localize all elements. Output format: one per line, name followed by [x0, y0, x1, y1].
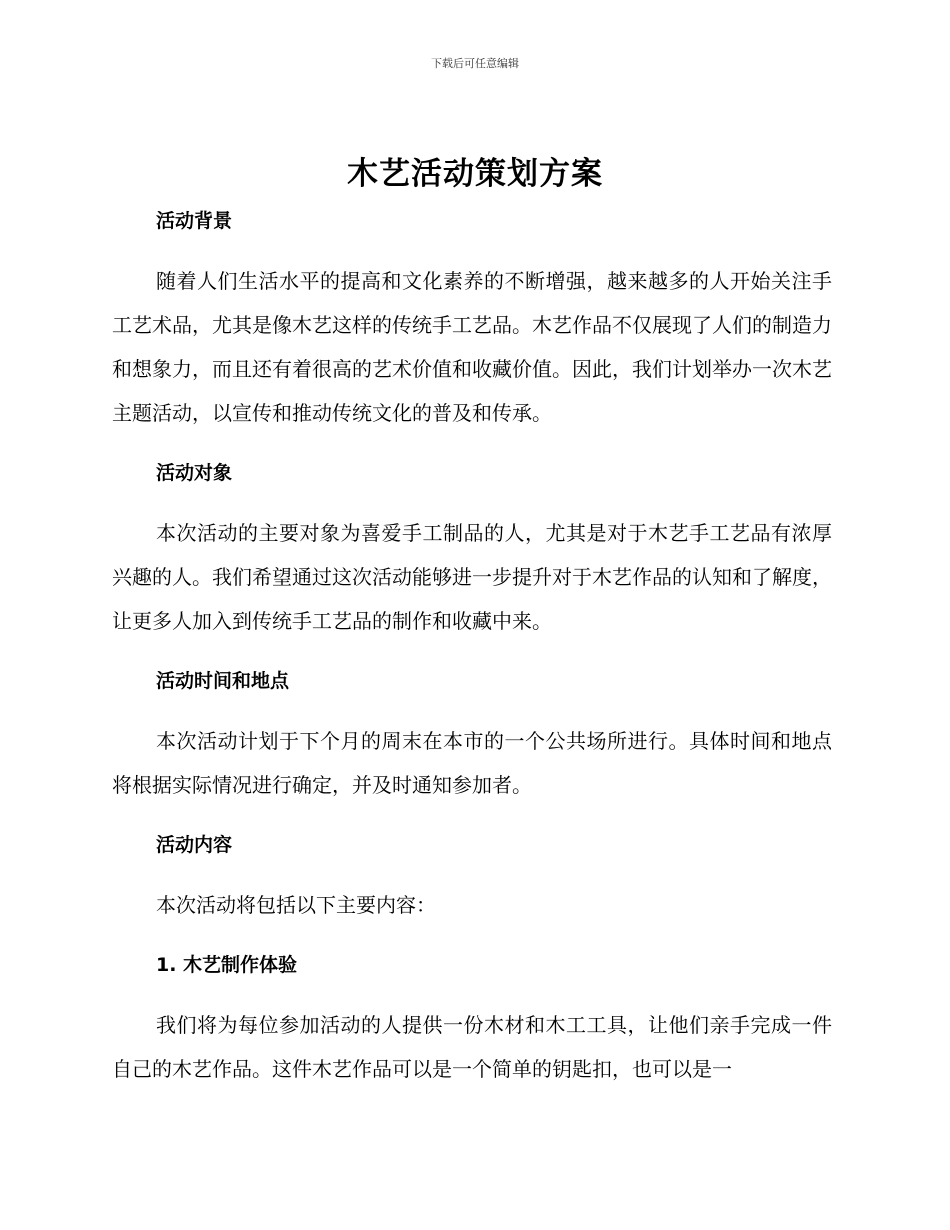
section-heading-background: 活动背景: [156, 210, 233, 232]
document-title: 木艺活动策划方案: [347, 156, 603, 192]
section-heading-woodcraft-experience: 1. 木艺制作体验: [156, 954, 298, 976]
section-paragraph-background: 随着人们生活水平的提高和文化素养的不断增强，越来越多的人开始关注手工艺术品，尤其是像木艺这样的传统手工艺品。木艺作品不仅展现了人们的制造力和想象力，而且还有着很高的艺术价值和收藏价值。因此，我们计划举办一次木艺主题活动，以宣传和推动传统文化的普及和传承。: [112, 269, 832, 425]
section-paragraph-time-place: 本次活动计划于下个月的周末在本市的一个公共场所进行。具体时间和地点将根据实际情况进行确定，并及时通知参加者。: [112, 729, 832, 797]
section-paragraph-woodcraft-experience: 我们将为每位参加活动的人提供一份木材和木工工具，让他们亲手完成一件自己的木艺作品。这件木艺作品可以是一个简单的钥匙扣，也可以是一: [112, 1013, 832, 1081]
document-body: [112, 203, 832, 1091]
header-note: 下载后可任意编辑: [431, 57, 519, 70]
section-heading-content: 活动内容: [156, 834, 233, 856]
section-heading-time-place: 活动时间和地点: [156, 670, 290, 692]
section-paragraph-content: 本次活动将包括以下主要内容：: [156, 893, 436, 917]
section-paragraph-audience: 本次活动的主要对象为喜爱手工制品的人，尤其是对于木艺手工艺品有浓厚兴趣的人。我们希望通过这次活动能够进一步提升对于木艺作品的认知和了解度，让更多人加入到传统手工艺品的制作和收藏中来。: [112, 521, 832, 633]
section-heading-audience: 活动对象: [156, 462, 233, 484]
